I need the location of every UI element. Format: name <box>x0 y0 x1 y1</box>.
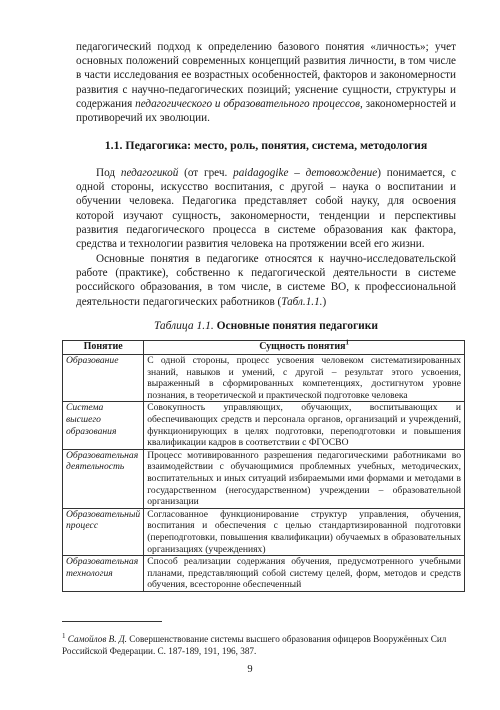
footnote-divider <box>62 621 162 622</box>
table-caption <box>76 320 456 332</box>
definition-cell: Совокупность управляющих, обучающих, воспитывающих и обеспечивающих средств и персонала органов, организаций и учреждений, функционирующих в целях подготовки, переподготовки и повышения квалификации кадров в соответствии с ФГОСВО <box>144 402 465 449</box>
footnote-author: Самойлов В. Д. <box>67 634 127 644</box>
italic-text: педагогикой <box>120 167 179 179</box>
term-cell: Образовательная деятельность <box>63 449 144 508</box>
text-span: ) <box>322 295 327 308</box>
term-cell: Система высшего образования <box>63 402 144 449</box>
text-span: Под <box>96 167 121 179</box>
table-row <box>63 508 465 555</box>
table-caption-label: Таблица 1.1. <box>153 320 214 332</box>
term-cell: Образовательный процесс <box>63 508 144 555</box>
concepts-table <box>62 340 465 592</box>
term-cell: Образование <box>63 355 144 402</box>
text-span: педагогический подход к определению базового понятия «личность»; учет основных положений современных концепций развития личности, в том числе в части исследования ее возрастных особенностей, факторов и закономерности развития с научно-педагогических позиций; уяснение сущности, структуры и содержания <box>76 41 456 110</box>
column-header-essence-label: Сущность понятия <box>259 341 346 352</box>
text-span: (от греч. <box>178 167 234 179</box>
footnote-mark: 1 <box>62 631 66 640</box>
italic-text: Табл.1.1. <box>281 295 323 308</box>
footnote-text: Совершенствование системы высшего образования офицеров Вооружённых Сил Российской Федерации. С. 187-189, 191, 196, 387. <box>62 634 447 656</box>
paragraph-definition <box>76 166 456 251</box>
table-caption-title: Основные понятия педагогики <box>213 320 379 332</box>
table-row <box>63 355 465 402</box>
text-span: Основные понятия в педагогике относятся к научно-исследовательской работе (практике), собственно к педагогической деятельности в системе российского образования, в том числе, в системе ВО, к профессиональной деятельности педагогических работников ( <box>76 253 456 308</box>
definition-cell: Согласованное функционирование структур управления, обучения, воспитания и обеспечения с целью стандартизированной подготовки (переподготовки, повышения квалификации) обучаемых в образовательных организациях (учреждениях) <box>144 508 465 555</box>
term-cell: Образовательная технология <box>63 556 144 592</box>
footnote <box>62 631 462 657</box>
definition-cell: Способ реализации содержания обучения, предусмотренного учебными планами, представляющий собой систему целей, форм, методов и средств обучения, всесторонне обеспеченный <box>144 556 465 592</box>
paragraph-intro <box>76 40 456 125</box>
column-header-term: Понятие <box>63 341 144 355</box>
paragraph-concepts <box>76 252 456 309</box>
text-span: ) понимается, с одной стороны, искусство воспитания, с другой – наука о воспитании и обучении человека. Педагогика представляет собой науку, для освоения которой изучают сущность, закономерности, тенденции и перспективы развития педагогического процесса в системе образования как фактора, средства и технологии развития человека на протяжении всей его жизни. <box>76 167 456 251</box>
table-row <box>63 402 465 449</box>
text-span: , закономерностей и противоречий их эволюции. <box>76 97 456 125</box>
italic-text: paidagogike – детовождение <box>233 167 378 179</box>
page-number: 9 <box>247 664 253 675</box>
italic-text: педагогического и образовательного процессов <box>135 97 361 110</box>
table-header-row <box>63 341 465 355</box>
footnote-ref: 1 <box>345 338 350 347</box>
column-header-essence <box>144 338 465 355</box>
definition-cell: С одной стороны, процесс усвоения человеком систематизированных знаний, навыков и умений, с другой – результат этого усвоения, выраженный в сформированных компетенциях, достигнутом уровне познания, в теоретической и практической подготовке человека <box>144 355 465 402</box>
definition-cell: Процесс мотивированного разрешения педагогическими работниками во взаимодействии с обучающимися проблемных учебных, методических, воспитательных и иных ситуаций избираемыми ими формами и методами в государственном (негосударственном) учреждении – образовательной организации <box>144 449 465 508</box>
table-row <box>63 449 465 508</box>
table-row <box>63 556 465 592</box>
section-heading: 1.1. Педагогика: место, роль, понятия, система, методология <box>104 138 428 152</box>
